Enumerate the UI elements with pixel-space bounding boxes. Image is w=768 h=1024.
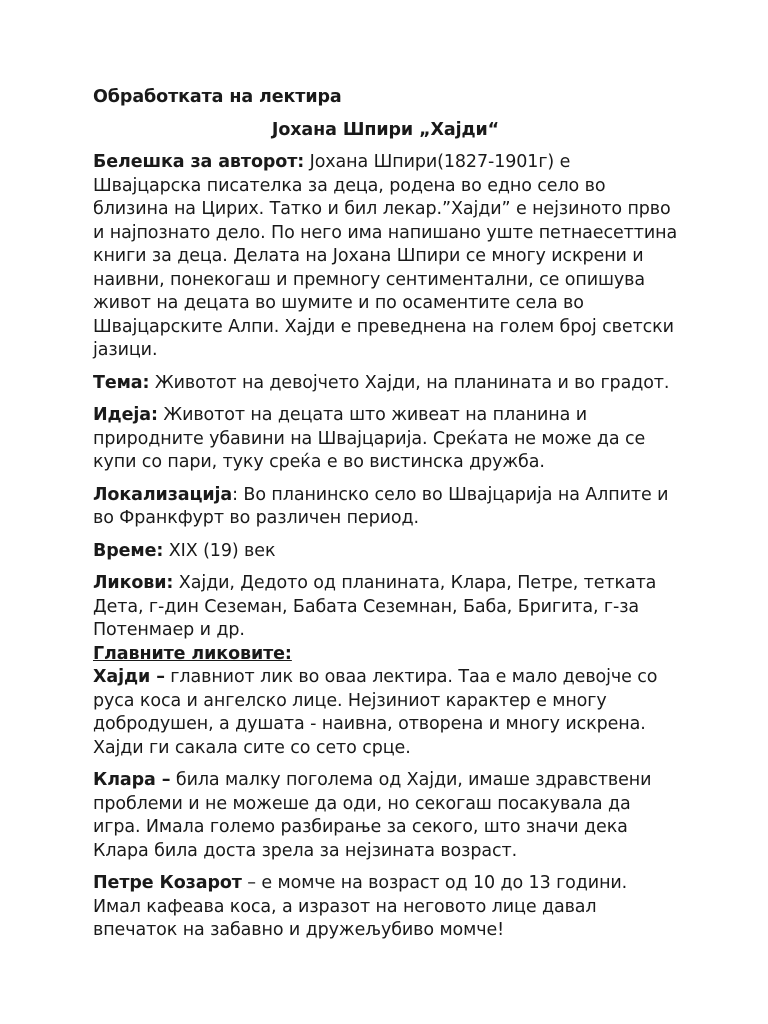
document-heading: Обработката на лектира [93, 87, 342, 107]
heidi-label: Хајди – [93, 667, 165, 687]
idea-text: Животот на децата што живеат на планина и природните убавини на Швајцарија. Среќата не може да се купи со пари, туку среќа е во вистинска дружба. [93, 405, 646, 472]
theme-text: Животот на девојчето Хајди, на планината и во градот. [149, 372, 670, 393]
document-page [93, 86, 678, 952]
idea-label: Идеја: [93, 405, 158, 425]
characters-paragraph [93, 572, 678, 643]
idea-paragraph [93, 404, 678, 475]
peter-text: – е момче на возраст од 10 до 13 години. Имал кафеава коса, а изразот на неговото лице давал впечаток на забавно и дружељубиво момче! [93, 873, 628, 940]
author-note-paragraph [93, 151, 678, 363]
localization-text: : Во планинско село во Швајцарија на Алпите и во Франкфурт во различен период. [93, 484, 669, 528]
clara-paragraph [93, 769, 678, 863]
clara-text: била малку поголема од Хајди, имаше здравствени проблеми и не можеше да оди, но секогаш посакувала да игра. Имала големо разбирање за секого, што значи дека Клара била доста зрела за нејзината возраст. [93, 770, 652, 861]
author-note-text: Јохана Шпири(1827-1901г) е Швајцарска писателка за деца, родена во едно село во близина на Цирих. Татко и бил лекар.”Хајди” е нејзиното прво и најпознато дело. По него има напишано уште петнаесеттина книги за деца. Делата на Јохана Шпири се многу искрени и наивни, понекогаш и премногу сентиментални, се опишува живот на децата во шумите и по осаментите села во Швајцарските Алпи. Хајди е преведнена на голем број светски јазици. [93, 152, 678, 360]
localization-label: Локализација [93, 484, 233, 505]
time-label: Време: [93, 540, 164, 561]
peter-paragraph [93, 872, 678, 943]
characters-text: Хајди, Дедото од планината, Клара, Петре, тетката Дета, г-дин Сеземан, Бабата Сеземнан, Баба, Бригита, г-за Потенмаер и др. [93, 573, 657, 640]
clara-label: Клара – [93, 770, 171, 790]
theme-label: Тема: [93, 372, 150, 393]
main-characters-heading: Главните ликовите: [93, 643, 292, 664]
theme-paragraph [93, 372, 678, 396]
localization-paragraph [93, 484, 678, 531]
time-paragraph [93, 540, 678, 564]
heidi-paragraph [93, 666, 678, 760]
heidi-text: главниот лик во оваа лектира. Таа е мало девојче со руса коса и ангелско лице. Нејзиниот карактер е многу добродушен, а душата - наивна, отворена и многу искрена. Хајди ги сакала сите со сето срце. [93, 667, 658, 758]
time-text: XIX (19) век [163, 540, 276, 561]
author-note-label: Белешка за авторот: [93, 152, 305, 172]
characters-label: Ликови: [93, 573, 174, 593]
document-title: Јохана Шпири „Хајди“ [271, 119, 500, 140]
peter-label: Петре Козарот [93, 873, 242, 893]
